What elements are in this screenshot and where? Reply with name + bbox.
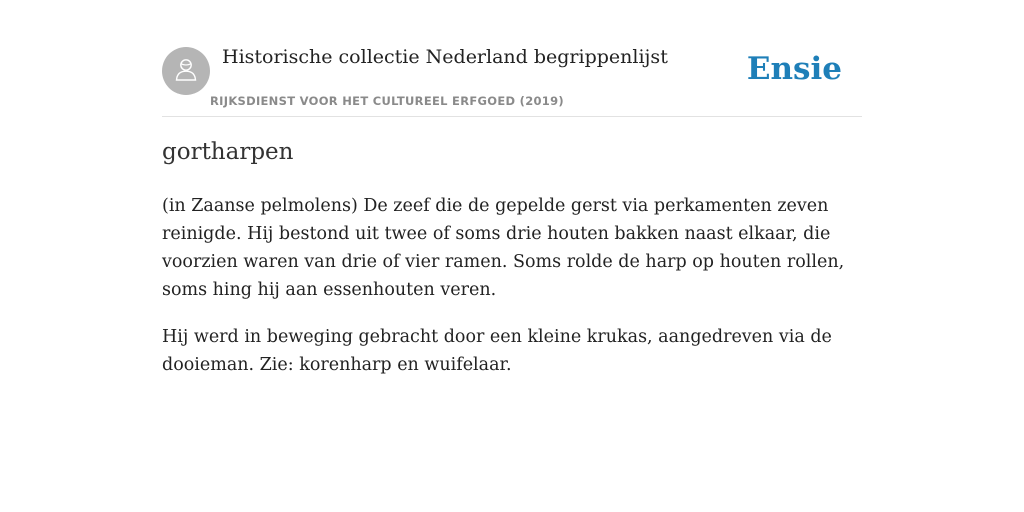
source-title-link[interactable]: Historische collectie Nederland begrippenlijst <box>222 46 668 68</box>
entry-term: gortharpen <box>162 139 294 165</box>
definition-paragraph: (in Zaanse pelmolens) De zeef die de gepelde gerst via perkamenten zeven reinigde. Hij bestond uit twee of soms drie houten bakken naast elkaar, die voorzien waren van drie of vier ramen. Soms rolde de harp op houten rollen, soms hing hij aan essenhouten veren. <box>162 196 845 300</box>
page <box>162 0 862 375</box>
source-header <box>162 0 862 117</box>
definition-paragraph: Hij werd in beweging gebracht door een kleine krukas, aangedreven via de dooieman. Zie: korenharp en wuifelaar. <box>162 327 832 375</box>
publisher-label: RIJKSDIENST VOOR HET CULTUREEL ERFGOED (2019) <box>210 94 564 108</box>
ensie-logo[interactable]: Ensie <box>746 51 842 87</box>
avatar[interactable] <box>162 47 210 95</box>
entry-definition <box>162 192 862 398</box>
user-icon <box>173 56 199 87</box>
